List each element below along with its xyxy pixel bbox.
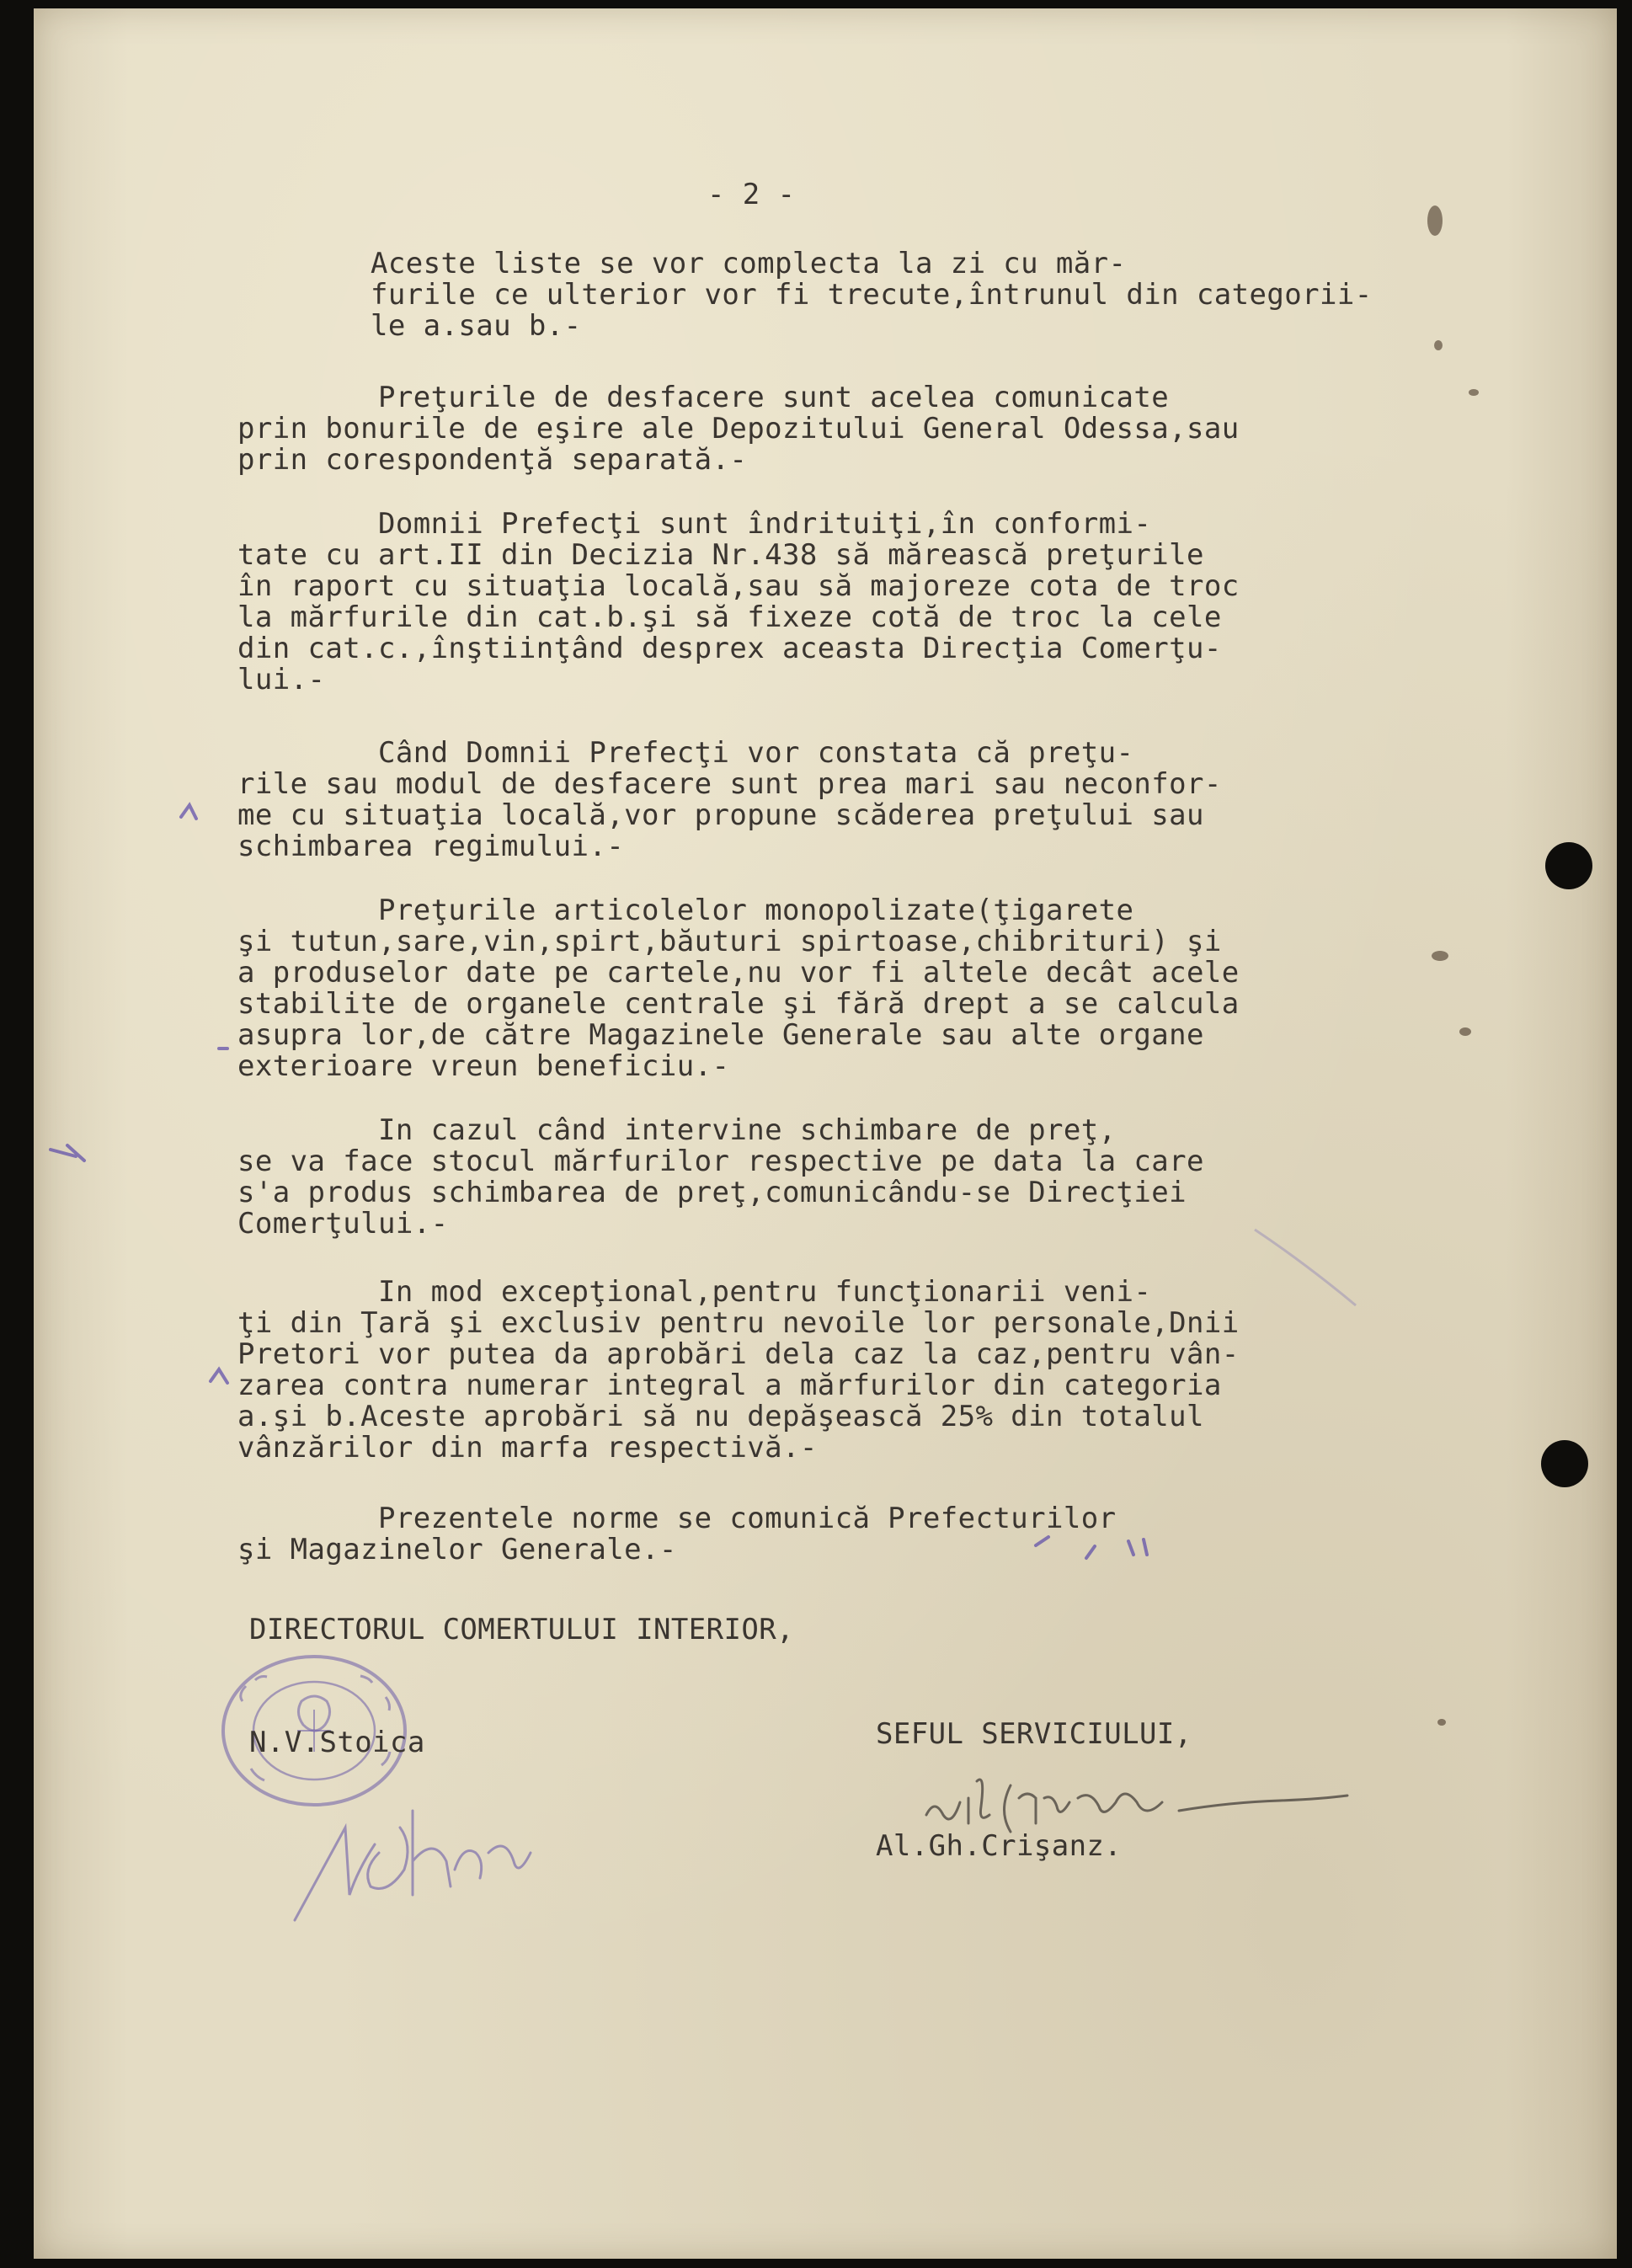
- paragraph-4: Când Domnii Prefecţi vor constata că preţu- rile sau modul de desfacere sunt prea mari sau neconfor- me cu situaţia locală,vor propune scăderea preţului sau schimbarea regimului.-: [237, 736, 1222, 863]
- sef-title: SEFUL SERVICIULUI,: [876, 1717, 1192, 1751]
- punch-hole-top: [1545, 842, 1592, 889]
- paragraph-5: Preţurile articolelor monopolizate(ţigarete şi tutun,sare,vin,spirt,băuturi spirtoase,chibrituri) şi a produselor date pe cartele,nu vor fi altele decât acele stabilite de organele centrale şi fără drept a se calcula asupra lor,de către Magazinele Generale sau alte organe exterioare vreun beneficiu.-: [237, 894, 1240, 1083]
- paragraph-6: In cazul când intervine schimbare de preţ, se va face stocul mărfurilor respective pe data la care s'a produs schimbarea de preţ,comunicându-se Direcţiei Comerţului.-: [237, 1113, 1204, 1241]
- director-name: N.V.Stoica: [249, 1726, 425, 1759]
- paragraph-2: Preţurile de desfacere sunt acelea comunicate prin bonurile de eşire ale Depozitului General Odessa,sau prin corespondenţă separată.-: [237, 381, 1240, 477]
- margin-marks: [34, 8, 1617, 2259]
- director-title: DIRECTORUL COMERTULUI INTERIOR,: [249, 1613, 794, 1646]
- document-page: [34, 8, 1617, 2259]
- sef-name: Al.Gh.Crişanz.: [876, 1829, 1123, 1863]
- page-number: - 2 -: [707, 178, 796, 211]
- punch-hole-bottom: [1541, 1440, 1588, 1487]
- paragraph-1: Aceste liste se vor complecta la zi cu măr- furile ce ulterior vor fi trecute,întrunul din categorii- le a.sau b.-: [371, 247, 1373, 343]
- paragraph-8: Prezentele norme se comunică Prefecturilor şi Magazinelor Generale.-: [237, 1502, 1117, 1566]
- paragraph-7: In mod excepţional,pentru funcţionarii veni- ţi din Ţară şi exclusiv pentru nevoile lor personale,Dnii Pretori vor putea da aprobări dela caz la caz,pentru vân- zarea contra numerar integral a mărfurilor din categoria a.şi b.Aceste aprobări să nu depăşească 25% din totalul vânzărilor din marfa respectivă.-: [237, 1275, 1240, 1465]
- paragraph-3: Domnii Prefecţi sunt îndrituiţi,în conformi- tate cu art.II din Decizia Nr.438 să mărească preţurile în raport cu situaţia locală,sau să majoreze cota de troc la mărfurile din cat.b.şi să fixeze cotă de troc la cele din cat.c.,înştiinţând desprex aceasta Direcţia Comerţu- lui.-: [237, 507, 1240, 696]
